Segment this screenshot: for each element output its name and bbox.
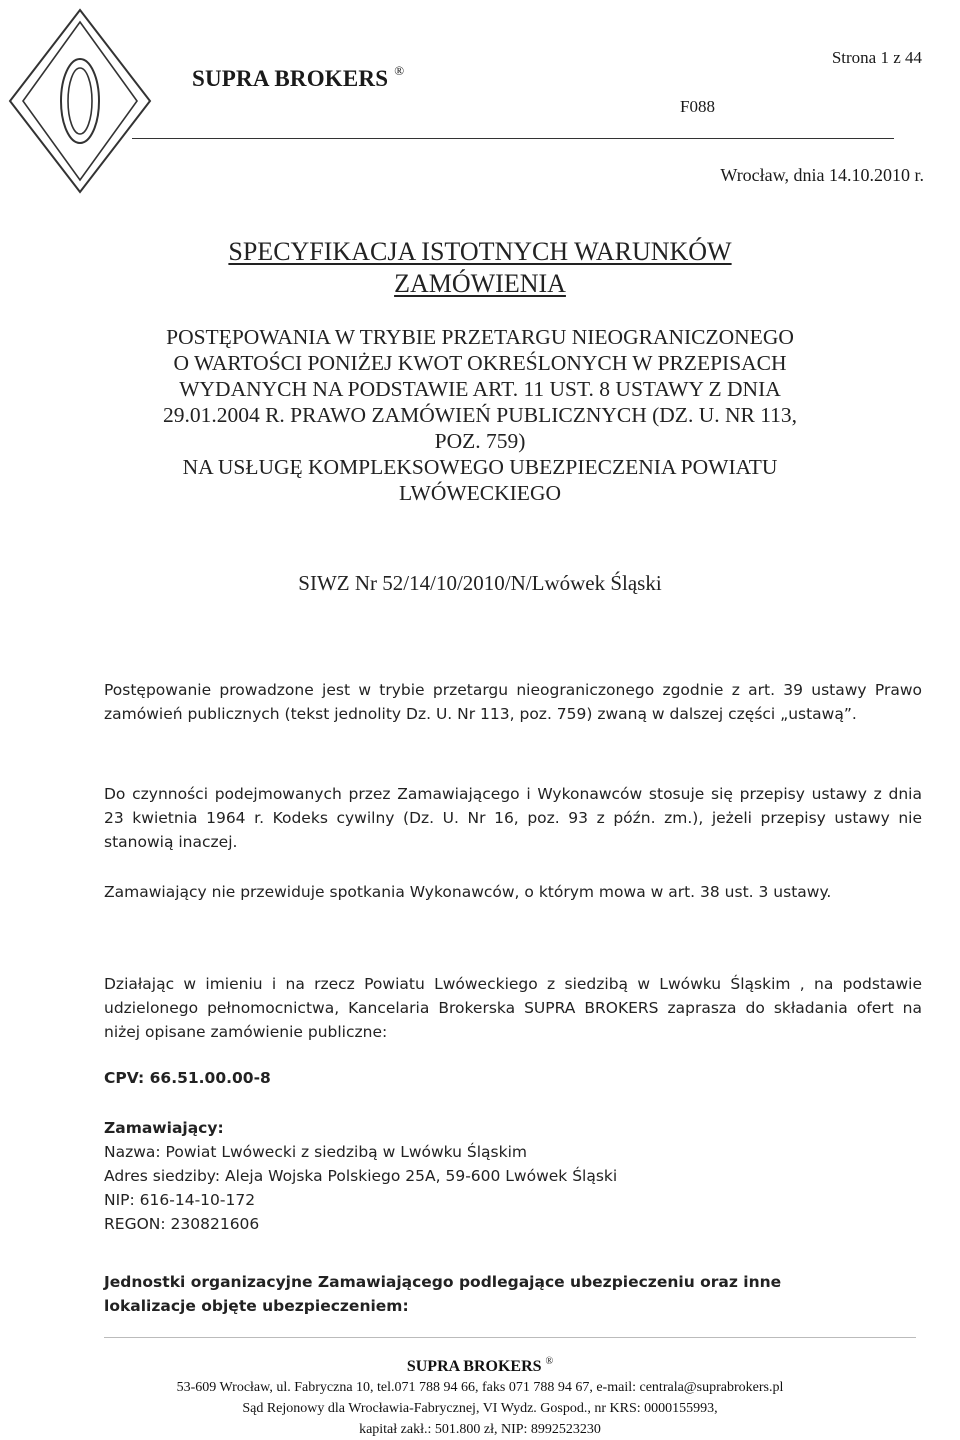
units-heading-line-1: Jednostki organizacyjne Zamawiającego podlegające ubezpieczeniu oraz inne <box>104 1273 782 1291</box>
document-subtitle <box>40 324 920 506</box>
title-line-2: ZAMÓWIENIA <box>394 269 566 298</box>
units-heading <box>104 1270 922 1318</box>
footer-contact: 53-609 Wrocław, ul. Fabryczna 10, tel.071 788 94 66, faks 071 788 94 67, e-mail: centrala@suprabrokers.pl <box>176 1380 784 1395</box>
paragraph-procedure: Postępowanie prowadzone jest w trybie przetargu nieograniczonego zgodnie z art. 39 ustawy Prawo zamówień publicznych (tekst jednolity Dz. U. Nr 113, poz. 759) zwaną w dalszej części „ustawą”. <box>104 681 922 723</box>
subtitle-line-2: O WARTOŚCI PONIŻEJ KWOT OKREŚLONYCH W PRZEPISACH <box>173 351 787 375</box>
subtitle-line-6: NA USŁUGĘ KOMPLEKSOWEGO UBEZPIECZENIA POWIATU <box>182 455 778 479</box>
form-code: F088 <box>680 97 715 116</box>
page-number: Strona 1 z 44 <box>831 48 922 67</box>
siwz-number: SIWZ Nr 52/14/10/2010/N/Lwówek Śląski <box>298 571 662 595</box>
authority-name: Nazwa: Powiat Lwówecki z siedzibą w Lwówku Śląskim <box>104 1143 528 1161</box>
subtitle-line-5: POZ. 759) <box>434 429 526 453</box>
footer-divider <box>104 1337 916 1338</box>
header-divider <box>132 138 894 139</box>
authority-address: Adres siedziby: Aleja Wojska Polskiego 25A, 59-600 Lwówek Śląski <box>104 1167 618 1185</box>
authority-nip: NIP: 616-14-10-172 <box>104 1191 256 1209</box>
contracting-authority <box>104 1116 922 1236</box>
footer-company <box>40 1356 920 1379</box>
contracting-authority-heading: Zamawiający: <box>104 1119 224 1137</box>
footer-company-text: SUPRA BROKERS <box>406 1358 542 1375</box>
footer-registered-mark: ® <box>545 1356 554 1367</box>
subtitle-line-4: 29.01.2004 R. PRAWO ZAMÓWIEŃ PUBLICZNYCH (DZ. U. NR 113, <box>162 403 798 427</box>
cpv-code: CPV: 66.51.00.00-8 <box>104 1069 271 1087</box>
footer-court: Sąd Rejonowy dla Wrocławia-Fabrycznej, VI Wydz. Gospod., nr KRS: 0000155993, <box>242 1401 718 1416</box>
title-line-1: SPECYFIKACJA ISTOTNYCH WARUNKÓW <box>228 237 732 266</box>
subtitle-line-1: POSTĘPOWANIA W TRYBIE PRZETARGU NIEOGRANICZONEGO <box>166 325 794 349</box>
units-heading-line-2: lokalizacje objęte ubezpieczeniem: <box>104 1297 409 1315</box>
registered-mark: ® <box>394 63 405 78</box>
document-title <box>40 236 920 300</box>
paragraph-civil-code: Do czynności podejmowanych przez Zamawiającego i Wykonawców stosuje się przepisy ustawy z dnia 23 kwietnia 1964 r. Kodeks cywilny (Dz. U. Nr 16, poz. 93 z późn. zm.), jeżeli przepisy ustawy nie stanowią inaczej. <box>104 785 922 851</box>
company-name-text: SUPRA BROKERS <box>192 66 389 91</box>
authority-regon: REGON: 230821606 <box>104 1215 260 1233</box>
company-name <box>192 63 405 92</box>
diamond-logo-icon <box>6 6 154 196</box>
paragraph-invitation: Działając w imieniu i na rzecz Powiatu Lwóweckiego z siedzibą w Lwówku Śląskim , na podstawie udzielonego pełnomocnictwa, Kancelaria Brokerska SUPRA BROKERS zaprasza do składania ofert na niżej opisane zamówienie publiczne: <box>104 975 922 1041</box>
paragraph-meeting: Zamawiający nie przewiduje spotkania Wykonawców, o którym mowa w art. 38 ust. 3 ustawy. <box>104 883 832 901</box>
date-line: Wrocław, dnia 14.10.2010 r. <box>720 165 924 185</box>
footer-capital: kapitał zakł.: 501.800 zł, NIP: 8992523230 <box>359 1422 601 1437</box>
subtitle-line-7: LWÓWECKIEGO <box>399 481 561 505</box>
subtitle-line-3: WYDANYCH NA PODSTAWIE ART. 11 UST. 8 USTAWY Z DNIA <box>179 377 781 401</box>
